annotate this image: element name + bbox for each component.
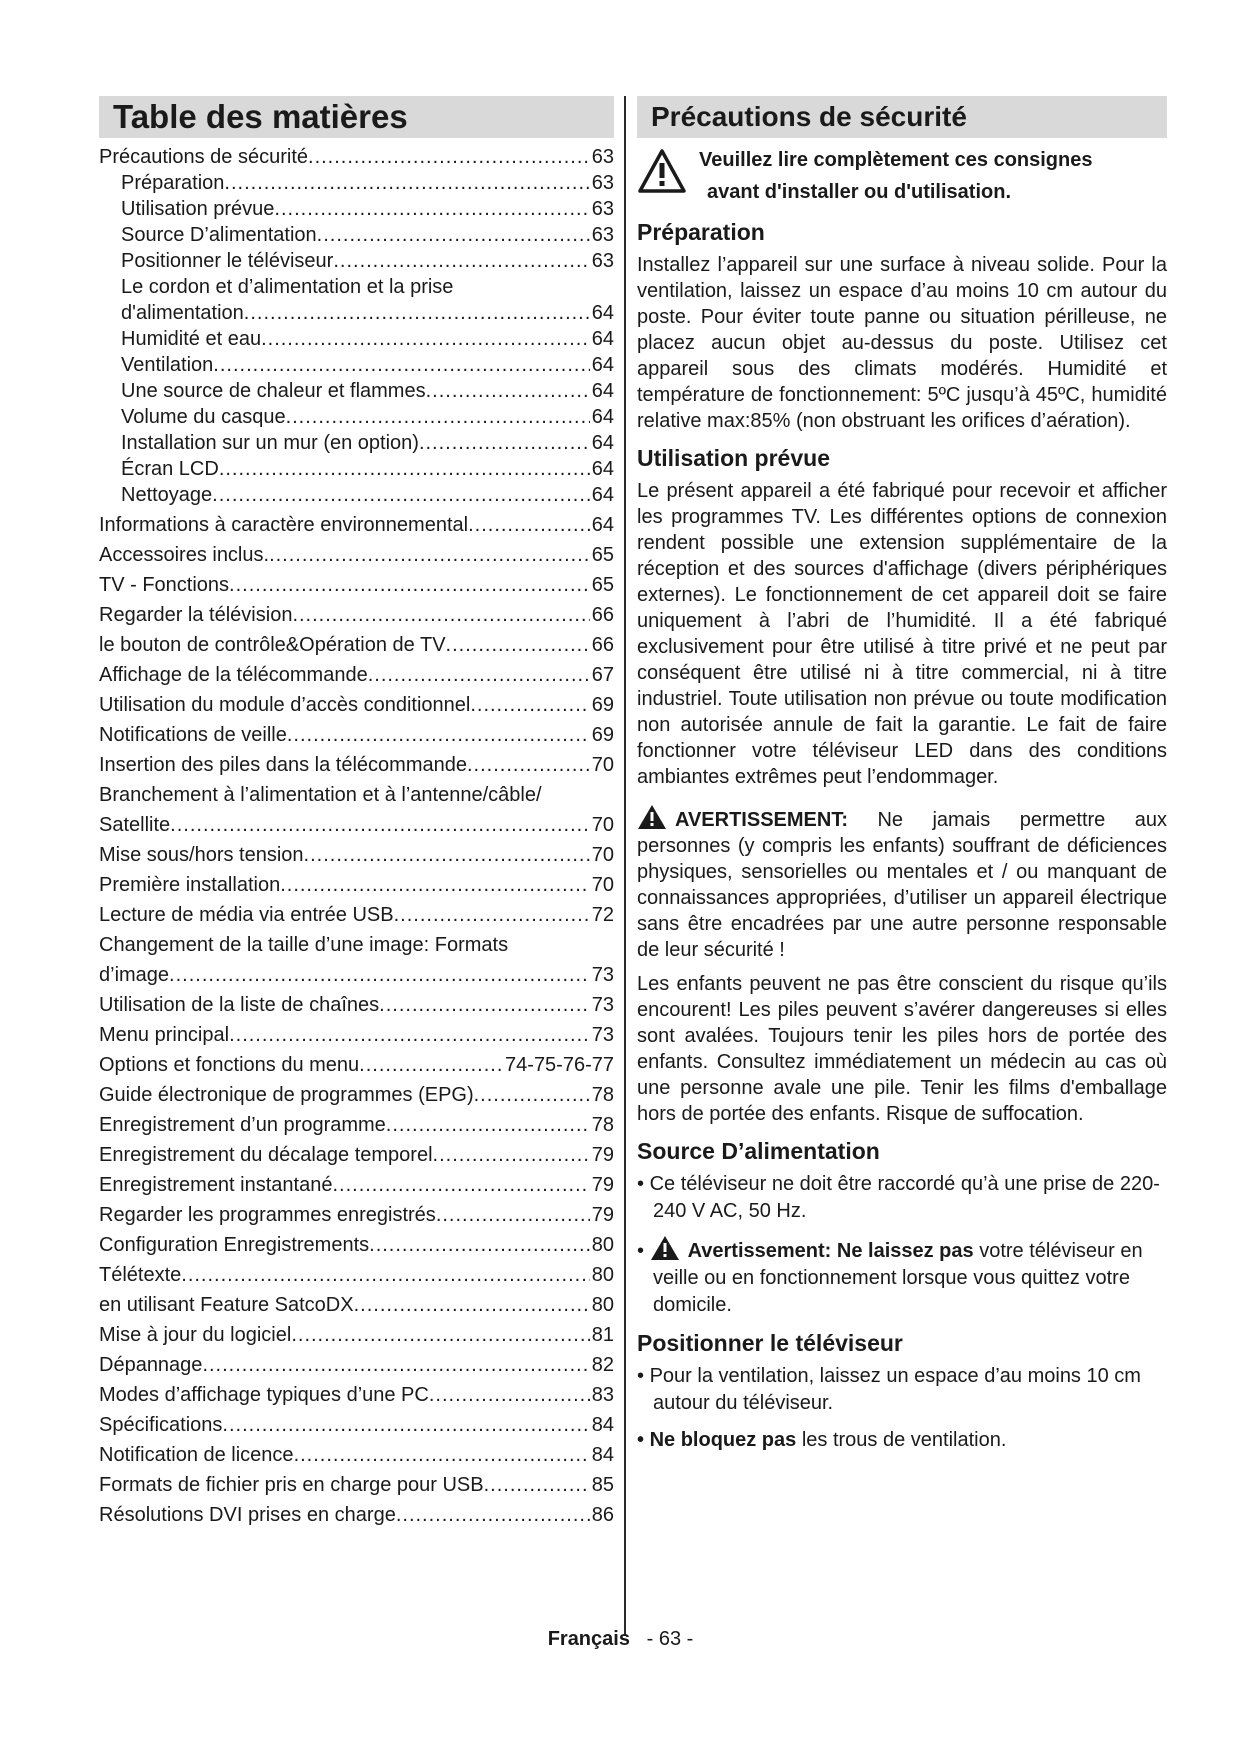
toc-entry-page: 72 bbox=[591, 904, 614, 926]
toc-entry-page: 64 bbox=[591, 484, 614, 506]
toc-entry bbox=[99, 872, 614, 898]
toc-leader-dots bbox=[474, 1082, 590, 1108]
toc-entry-page: 85 bbox=[591, 1474, 614, 1496]
toc-leader-dots bbox=[213, 352, 589, 378]
toc-entry-page: 74-75-76-77 bbox=[505, 1054, 614, 1076]
toc-leader-dots bbox=[219, 456, 590, 482]
toc-entry bbox=[99, 170, 614, 196]
bullet-mark: • bbox=[637, 1173, 645, 1195]
toc-entry bbox=[99, 482, 614, 508]
toc-entry-label: Enregistrement du décalage temporel bbox=[99, 1144, 433, 1166]
toc-leader-dots bbox=[286, 404, 590, 430]
toc-entry bbox=[99, 842, 614, 868]
toc-entry-label: Ventilation bbox=[121, 354, 214, 376]
avertissement-paragraph bbox=[637, 804, 1167, 963]
toc-entry bbox=[99, 248, 614, 274]
power-source-bullet-2: • Avertissement: Ne laissez pas votre téléviseur en veille ou en fonctionnement lorsque vous quittez votre domicile. bbox=[637, 1235, 1167, 1319]
power-source-heading: Source D’alimentation bbox=[637, 1138, 880, 1164]
toc-entry bbox=[99, 1412, 614, 1438]
toc-entry-label: Le cordon et d’alimentation et la prise bbox=[121, 276, 454, 298]
toc-entry bbox=[99, 1262, 614, 1288]
toc-entry-label: Volume du casque bbox=[121, 406, 286, 428]
toc-entry-page: 63 bbox=[591, 198, 614, 220]
toc-entry-label: Configuration Enregistrements bbox=[99, 1234, 370, 1256]
toc-leader-dots bbox=[261, 326, 590, 352]
toc-entry-page: 70 bbox=[591, 874, 614, 896]
toc-entry-label: Utilisation du module d’accès conditionnel bbox=[99, 694, 471, 716]
toc-leader-dots bbox=[333, 248, 589, 274]
toc-leader-dots bbox=[433, 1142, 590, 1168]
toc-leader-dots bbox=[181, 1262, 589, 1288]
toc-leader-dots bbox=[280, 872, 590, 898]
toc-entry bbox=[99, 782, 614, 808]
toc-leader-dots bbox=[484, 1472, 590, 1498]
toc-entry-label: Satellite bbox=[99, 814, 171, 836]
toc-entry bbox=[99, 752, 614, 778]
toc-entry-label: Installation sur un mur (en option) bbox=[121, 432, 419, 454]
toc-entry-page: 82 bbox=[591, 1354, 614, 1376]
toc-entry bbox=[99, 722, 614, 748]
toc-entry-page: 64 bbox=[591, 432, 614, 454]
toc-leader-dots bbox=[229, 1022, 590, 1048]
toc-leader-dots bbox=[396, 1502, 590, 1528]
toc-leader-dots bbox=[169, 962, 590, 988]
toc-entry bbox=[99, 812, 614, 838]
toc-entry bbox=[99, 1022, 614, 1048]
toc-entry-page: 64 bbox=[591, 406, 614, 428]
toc-entry-page: 80 bbox=[591, 1294, 614, 1316]
toc-leader-dots bbox=[170, 812, 590, 838]
toc-leader-dots bbox=[202, 1352, 589, 1378]
toc-entry bbox=[99, 632, 614, 658]
toc-entry-label: Enregistrement instantané bbox=[99, 1174, 333, 1196]
positioning-bullet-1: • Pour la ventilation, laissez un espace d’au moins 10 cm autour du téléviseur. bbox=[637, 1365, 1141, 1414]
preparation-text: Installez l’appareil sur une surface à niveau solide. Pour la ventilation, laissez un espace d’au moins 10 cm autour du poste. Pour éviter toute panne ou situation périlleuse, ne placez aucun objet au-dessus du poste. Utilisez cet appareil sous des climats modérés. Humidité et température de fonctionnement: 5ºC jusqu’à 45ºC, humidité relative max:85% (non obstruant les orifices d’aération). bbox=[637, 254, 1167, 432]
positioning-bullet-2: • Ne bloquez pas les trous de ventilation. bbox=[637, 1429, 1007, 1451]
toc-entry bbox=[99, 300, 614, 326]
toc-entry bbox=[99, 962, 614, 988]
toc-entry-label: Regarder la télévision bbox=[99, 604, 293, 626]
toc-entry bbox=[99, 992, 614, 1018]
toc-entry-page: 66 bbox=[591, 604, 614, 626]
toc-entry bbox=[99, 1322, 614, 1348]
toc-entry bbox=[99, 274, 614, 300]
toc-entry bbox=[99, 1442, 614, 1468]
toc-entry-label: Modes d’affichage typiques d’une PC bbox=[99, 1384, 429, 1406]
toc-entry-label: Enregistrement d’un programme bbox=[99, 1114, 386, 1136]
toc-entry-label: Utilisation prévue bbox=[121, 198, 275, 220]
toc-entry-label: d'alimentation bbox=[121, 302, 244, 324]
toc-entry bbox=[99, 1142, 614, 1168]
toc-entry-page: 63 bbox=[591, 146, 614, 168]
toc-entry-label: Affichage de la télécommande bbox=[99, 664, 368, 686]
toc-entry bbox=[99, 404, 614, 430]
toc-entry bbox=[99, 662, 614, 688]
toc-entry-label: Menu principal bbox=[99, 1024, 230, 1046]
toc-entry-label: en utilisant Feature SatcoDX bbox=[99, 1294, 354, 1316]
toc-entry-label: Préparation bbox=[121, 172, 225, 194]
toc-entry-label: Branchement à l’alimentation et à l’antenne/câble/ bbox=[99, 784, 542, 806]
toc-leader-dots bbox=[369, 1232, 590, 1258]
toc-entry bbox=[99, 378, 614, 404]
toc-entry bbox=[99, 1202, 614, 1228]
toc-entry-label: Résolutions DVI prises en charge bbox=[99, 1504, 396, 1526]
toc-leader-dots bbox=[468, 512, 590, 538]
toc-entry bbox=[99, 1232, 614, 1258]
toc-entry-page: 80 bbox=[591, 1264, 614, 1286]
toc-leader-dots bbox=[274, 196, 589, 222]
avertissement-text: Ne jamais permettre aux personnes (y compris les enfants) souffrant de déficiences physiques, sensorielles ou mentales et / ou manquant de connaissances appropriées, d’utiliser un appareil électrique sans être encadrées par une autre personne responsable de leur sécurité ! bbox=[637, 809, 1167, 961]
toc-entry bbox=[99, 542, 614, 568]
toc-entry-page: 73 bbox=[591, 1024, 614, 1046]
toc-leader-dots bbox=[386, 1112, 590, 1138]
toc-entry-label: Écran LCD bbox=[121, 458, 219, 480]
intended-use-heading: Utilisation prévue bbox=[637, 445, 830, 471]
toc-entry-label: Précautions de sécurité bbox=[99, 146, 309, 168]
toc-entry-page: 79 bbox=[591, 1174, 614, 1196]
toc-leader-dots bbox=[294, 1442, 590, 1468]
toc-entry-label: TV - Fonctions bbox=[99, 574, 230, 596]
toc-entry-page: 86 bbox=[591, 1504, 614, 1526]
toc-entry-page: 64 bbox=[591, 458, 614, 480]
toc-entry-page: 67 bbox=[591, 664, 614, 686]
toc-entry-page: 70 bbox=[591, 814, 614, 836]
toc-entry-page: 79 bbox=[591, 1144, 614, 1166]
toc-leader-dots bbox=[419, 430, 590, 456]
toc-entry bbox=[99, 1082, 614, 1108]
toc-leader-dots bbox=[429, 1382, 590, 1408]
toc-entry-label: Spécifications bbox=[99, 1414, 223, 1436]
toc-entry-page: 78 bbox=[591, 1084, 614, 1106]
toc-entry-page: 63 bbox=[591, 224, 614, 246]
toc-leader-dots bbox=[212, 482, 590, 508]
safety-title: Précautions de sécurité bbox=[637, 96, 1167, 138]
toc-leader-dots bbox=[394, 902, 590, 928]
toc-entry-label: d’image bbox=[99, 964, 170, 986]
toc-leader-dots bbox=[244, 300, 590, 326]
warning-triangle-icon bbox=[637, 148, 687, 194]
toc-leader-dots bbox=[317, 222, 590, 248]
warning-line-1: Veuillez lire complètement ces consignes bbox=[699, 149, 1093, 171]
toc-entry-page: 64 bbox=[591, 514, 614, 536]
toc-leader-dots bbox=[229, 572, 590, 598]
toc-entry-page: 70 bbox=[591, 844, 614, 866]
toc-entry-label: Guide électronique de programmes (EPG) bbox=[99, 1084, 474, 1106]
toc-entry-label: Positionner le téléviseur bbox=[121, 250, 334, 272]
toc-leader-dots bbox=[446, 632, 590, 658]
bullet-mark: • bbox=[637, 1240, 645, 1262]
toc-leader-dots bbox=[222, 1412, 589, 1438]
warning-filled-icon bbox=[637, 804, 667, 830]
toc-entry bbox=[99, 430, 614, 456]
toc-entry bbox=[99, 326, 614, 352]
power-source-bullet-1: • Ce téléviseur ne doit être raccordé qu’à une prise de 220-240 V AC, 50 Hz. bbox=[637, 1173, 1160, 1222]
toc-leader-dots bbox=[467, 752, 590, 778]
table-of-contents bbox=[99, 96, 614, 1528]
toc-entry-page: 79 bbox=[591, 1204, 614, 1226]
toc-entry-label: Formats de fichier pris en charge pour USB bbox=[99, 1474, 484, 1496]
toc-entry-page: 65 bbox=[591, 544, 614, 566]
page-footer bbox=[0, 1628, 1241, 1651]
toc-entry-page: 69 bbox=[591, 694, 614, 716]
toc-leader-dots bbox=[436, 1202, 590, 1228]
toc-entry-page: 65 bbox=[591, 574, 614, 596]
toc-leader-dots bbox=[287, 722, 590, 748]
toc-entry-page: 64 bbox=[591, 380, 614, 402]
toc-leader-dots bbox=[291, 1322, 589, 1348]
toc-entry bbox=[99, 144, 614, 170]
footer-language: Français bbox=[547, 1628, 630, 1650]
toc-entry bbox=[99, 932, 614, 958]
toc-leader-dots bbox=[379, 992, 590, 1018]
toc-entry-label: Nettoyage bbox=[121, 484, 213, 506]
toc-leader-dots bbox=[269, 542, 590, 568]
toc-entry-label: Options et fonctions du menu bbox=[99, 1054, 360, 1076]
bullet-mark: • bbox=[637, 1365, 645, 1387]
toc-entry bbox=[99, 1052, 614, 1078]
toc-leader-dots bbox=[292, 602, 589, 628]
toc-entry bbox=[99, 602, 614, 628]
toc-entry bbox=[99, 1292, 614, 1318]
toc-entry bbox=[99, 1502, 614, 1528]
toc-entry-label: Dépannage bbox=[99, 1354, 203, 1376]
toc-entry-page: 80 bbox=[591, 1234, 614, 1256]
toc-entry-page: 73 bbox=[591, 964, 614, 986]
toc-entry-page: 70 bbox=[591, 754, 614, 776]
toc-entry-page: 69 bbox=[591, 724, 614, 746]
toc-entry-page: 81 bbox=[591, 1324, 614, 1346]
toc-list bbox=[99, 144, 614, 1528]
toc-entry-label: Source D’alimentation bbox=[121, 224, 317, 246]
toc-entry bbox=[99, 1112, 614, 1138]
toc-entry bbox=[99, 1382, 614, 1408]
toc-entry-label: Première installation bbox=[99, 874, 281, 896]
toc-entry-label: Télétexte bbox=[99, 1264, 182, 1286]
toc-entry bbox=[99, 572, 614, 598]
toc-leader-dots bbox=[426, 378, 590, 404]
toc-entry-page: 78 bbox=[591, 1114, 614, 1136]
warning-line-2: avant d'installer ou d'utilisation. bbox=[707, 181, 1011, 203]
toc-entry bbox=[99, 456, 614, 482]
toc-entry-page: 64 bbox=[591, 302, 614, 324]
toc-entry-label: Mise sous/hors tension bbox=[99, 844, 304, 866]
toc-entry-label: Changement de la taille d’une image: Formats bbox=[99, 934, 509, 956]
toc-entry-label: Lecture de média via entrée USB bbox=[99, 904, 394, 926]
toc-entry-label: Mise à jour du logiciel bbox=[99, 1324, 292, 1346]
footer-page-number: - 63 - bbox=[646, 1628, 694, 1650]
toc-entry bbox=[99, 222, 614, 248]
toc-entry-label: Accessoires inclus. bbox=[99, 544, 270, 566]
toc-entry-label: Notification de licence bbox=[99, 1444, 294, 1466]
positioning-heading: Positionner le téléviseur bbox=[637, 1330, 903, 1356]
read-instructions-warning bbox=[637, 144, 1167, 208]
toc-entry-label: Utilisation de la liste de chaînes bbox=[99, 994, 380, 1016]
toc-entry-label: Regarder les programmes enregistrés bbox=[99, 1204, 436, 1226]
toc-leader-dots bbox=[308, 144, 590, 170]
intended-use-text: Le présent appareil a été fabriqué pour recevoir et afficher les programmes TV. Les différentes options de connexion rendent possible une extension supplémentaire de la réception et des sources d'affichage (divers périphériques externes). Le fonctionnement de cet appareil doit se faire uniquement à l’abri de l’humidité. Il a été fabriqué exclusivement pour être utilisé à titre privé et ne peut par conséquent être utilisé ni à titre commercial, ni à titre industriel. Toute utilisation non prévue ou toute modification non autorisée annule de fait la garantie. Le fait de faire fonctionner votre téléviseur LED dans des conditions ambiantes extrêmes peut l’endommager. bbox=[637, 480, 1167, 788]
toc-entry-label: Informations à caractère environnemental bbox=[99, 514, 469, 536]
toc-leader-dots bbox=[359, 1052, 503, 1078]
warning-filled-icon bbox=[650, 1235, 680, 1261]
toc-entry bbox=[99, 1472, 614, 1498]
toc-leader-dots bbox=[224, 170, 589, 196]
toc-entry bbox=[99, 1172, 614, 1198]
toc-entry bbox=[99, 1352, 614, 1378]
toc-entry-page: 63 bbox=[591, 172, 614, 194]
toc-entry-page: 64 bbox=[591, 354, 614, 376]
toc-entry-label: Notifications de veille bbox=[99, 724, 287, 746]
toc-entry bbox=[99, 196, 614, 222]
bullet-mark: • bbox=[637, 1429, 645, 1451]
toc-entry bbox=[99, 512, 614, 538]
toc-entry-page: 84 bbox=[591, 1414, 614, 1436]
toc-entry-label: Humidité et eau bbox=[121, 328, 262, 350]
toc-entry bbox=[99, 692, 614, 718]
toc-entry-label: Une source de chaleur et flammes bbox=[121, 380, 426, 402]
toc-leader-dots bbox=[304, 842, 590, 868]
toc-leader-dots bbox=[368, 662, 590, 688]
toc-entry-label: le bouton de contrôle&Opération de TV bbox=[99, 634, 446, 656]
toc-entry bbox=[99, 902, 614, 928]
toc-entry-page: 73 bbox=[591, 994, 614, 1016]
toc-entry-label: Insertion des piles dans la télécommande bbox=[99, 754, 467, 776]
safety-section bbox=[637, 96, 1167, 1454]
toc-entry-page: 84 bbox=[591, 1444, 614, 1466]
toc-entry bbox=[99, 352, 614, 378]
toc-title: Table des matières bbox=[99, 96, 614, 138]
toc-leader-dots bbox=[332, 1172, 589, 1198]
avertissement-label: AVERTISSEMENT: bbox=[675, 809, 848, 831]
toc-entry-page: 83 bbox=[591, 1384, 614, 1406]
toc-entry-page: 66 bbox=[591, 634, 614, 656]
column-divider bbox=[624, 96, 626, 1636]
preparation-heading: Préparation bbox=[637, 219, 765, 245]
toc-entry-page: 64 bbox=[591, 328, 614, 350]
toc-leader-dots bbox=[354, 1292, 590, 1318]
toc-entry-page: 63 bbox=[591, 250, 614, 272]
children-text: Les enfants peuvent ne pas être conscient du risque qu’ils encourent! Les piles peuvent s’avérer dangereuses si elles sont avalées. Toujours tenir les piles hors de portée des enfants. Consultez immédiatement un médecin au cas où une personne avale une pile. Tenir les films d'emballage hors de portée des enfants. Risque de suffocation. bbox=[637, 973, 1167, 1125]
toc-leader-dots bbox=[470, 692, 589, 718]
